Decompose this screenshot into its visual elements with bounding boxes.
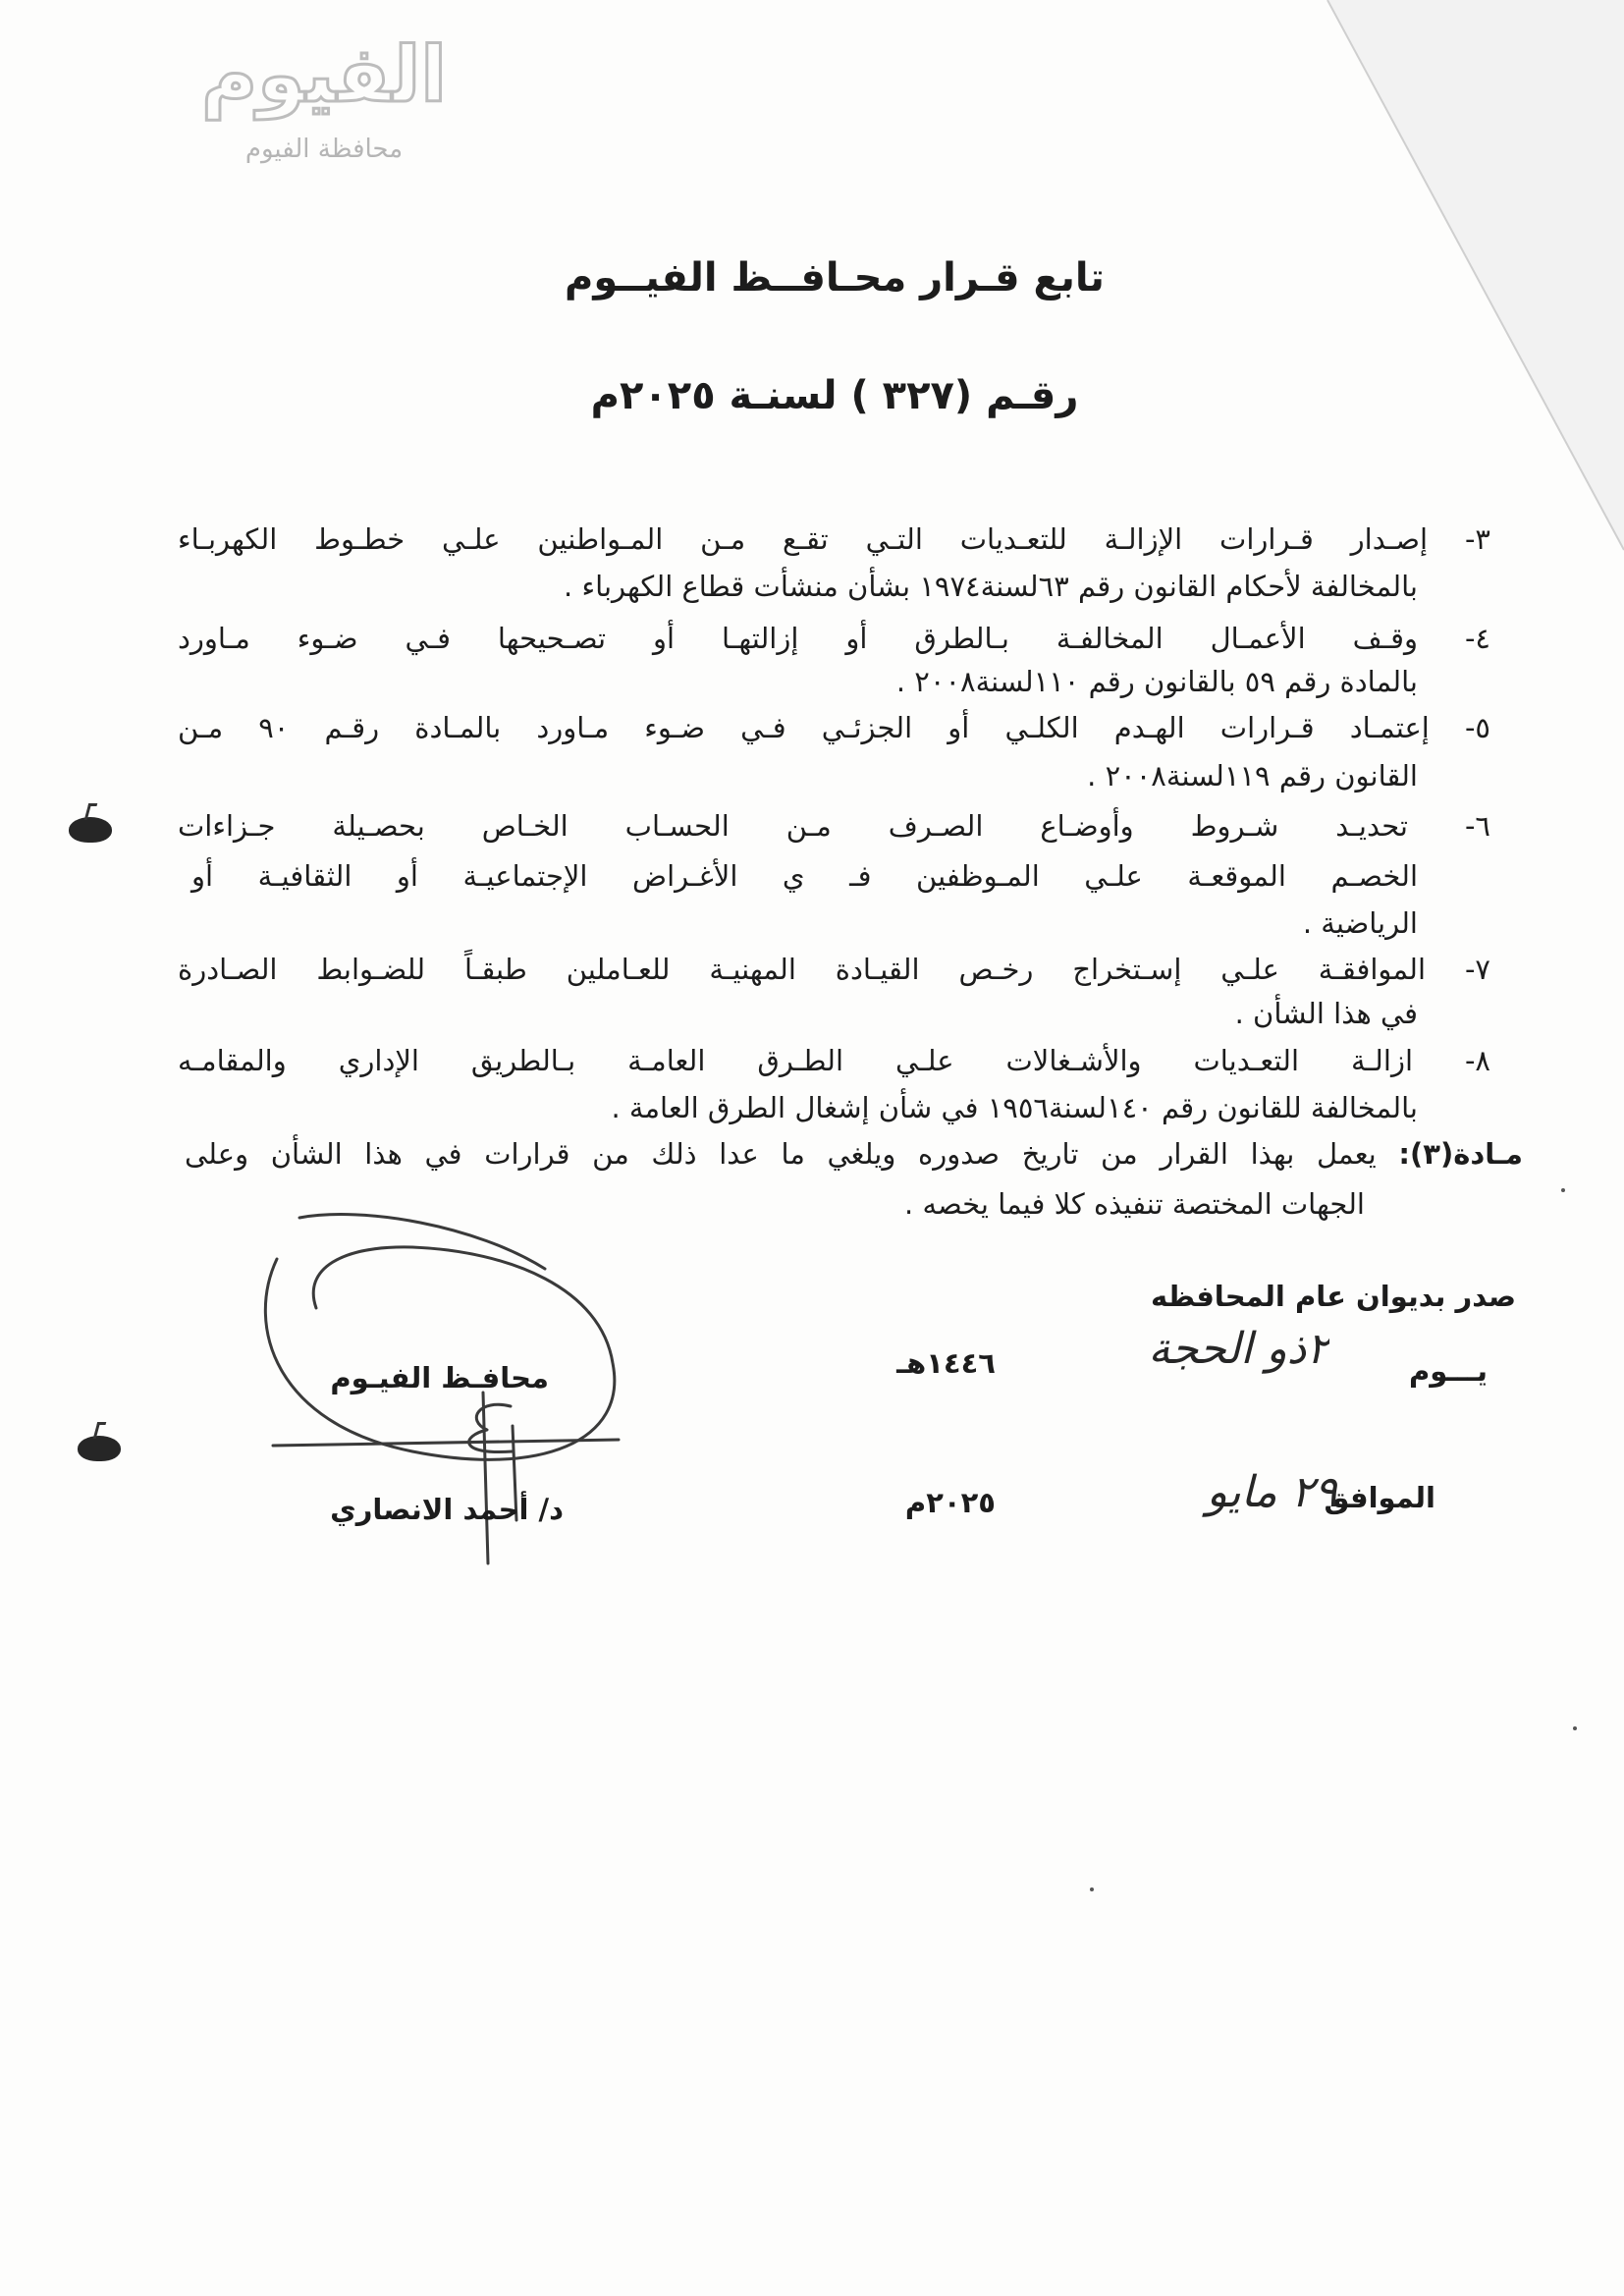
- article-3-line-1: [183, 1129, 1523, 1178]
- item-7-line-1: ٧- الموافقـة علـي إسـتخراج رخـص القيـادة المهنيـة للعـاملين طبقـاً للضـوابط الصـادرة: [178, 953, 1490, 986]
- logo-caption: محافظة الفيوم: [244, 135, 404, 164]
- item-5-line-1: ٥- إعتمـاد قـرارات الهـدم الكلـي أو الجزئـي فـي ضـوء مـاورد بالمـادة رقـم ٩٠ مـن: [178, 711, 1490, 744]
- item-4-line-2: بالمادة رقم ٥٩ بالقانون رقم ١١٠لسنة٢٠٠٨ .: [895, 665, 1418, 698]
- governor-name: د/ أحمد الانصاري: [330, 1493, 564, 1526]
- article-3-line-2: الجهات المختصة تنفيذه كلا فيما يخصه .: [904, 1187, 1365, 1221]
- logo-wordmark: الفيوم: [200, 31, 448, 120]
- item-8-line-1: ٨- ازالـة التعـديات والأشـغالات علـي الطـرق العامـة بـالطريق الإداري والمقامـه: [178, 1044, 1490, 1077]
- item-3-line-1: ٣- إصـدار قـرارات الإزالـة للتعـديات التـي تقـع مـن المـواطنين علـي خطـوط الكهربـاء: [178, 522, 1490, 556]
- article-label: مـادة(٣):: [1398, 1137, 1523, 1171]
- handwritten-gregorian-date: ٢٩ مايو: [1206, 1467, 1337, 1517]
- punch-hole-mark: [69, 817, 112, 843]
- hijri-year: ١٤٤٦هـ: [896, 1346, 996, 1380]
- item-6-line-1: ٦- تحديـد شـروط وأوضـاع الصـرف مـن الحسـاب الخـاص بحصـيلة جـزاءات: [178, 809, 1490, 843]
- decree-title: تابع قـرار محـافــظ الفيــوم: [565, 255, 1105, 301]
- issued-at-label: صدر بديوان عام المحافظه: [1150, 1280, 1516, 1313]
- decree-number: رقـم (٣٢٧ ) لسنـة ٢٠٢٥م: [590, 373, 1079, 418]
- item-8-line-2: بالمخالفة للقانون رقم ١٤٠لسنة١٩٥٦ في شأن إشغال الطرق العامة .: [611, 1091, 1418, 1124]
- day-label: يـــوم: [1408, 1354, 1488, 1388]
- scan-speck: [1090, 1887, 1094, 1891]
- scan-speck: [1561, 1188, 1565, 1192]
- handwritten-hijri-day: ٢ذو الحجة: [1148, 1324, 1329, 1374]
- punch-hole-mark: [78, 1436, 121, 1461]
- item-5-line-2: القانون رقم ١١٩لسنة٢٠٠٨ .: [1087, 759, 1418, 793]
- corresponding-label: الموافق: [1324, 1481, 1435, 1514]
- governor-title: محافـظ الفيـوم: [330, 1361, 549, 1394]
- item-4-line-1: ٤- وقـف الأعمـال المخالفـة بـالطرق أو إزالتهـا أو تصـحيحها فـي ضـوء مـاورد: [178, 622, 1490, 655]
- item-3-line-2: بالمخالفة لأحكام القانون رقم ٦٣لسنة١٩٧٤ بشأن منشأت قطاع الكهرباء .: [564, 570, 1418, 603]
- item-7-line-2: في هذا الشأن .: [1234, 997, 1418, 1030]
- article-text: يعمل بهذا القرار من تاريخ صدوره ويلغي ما عدا ذلك من قرارات في هذا الشأن وعلى: [185, 1137, 1377, 1171]
- item-6-line-3: الرياضية .: [1302, 906, 1418, 940]
- gregorian-year: ٢٠٢٥م: [904, 1486, 996, 1519]
- item-6-line-2: الخصـم الموقعـة علـي المـوظفين فـ ي الأغـراض الإجتماعيـة أو الثقافيـة أو: [191, 859, 1418, 893]
- scan-speck: [1573, 1726, 1577, 1730]
